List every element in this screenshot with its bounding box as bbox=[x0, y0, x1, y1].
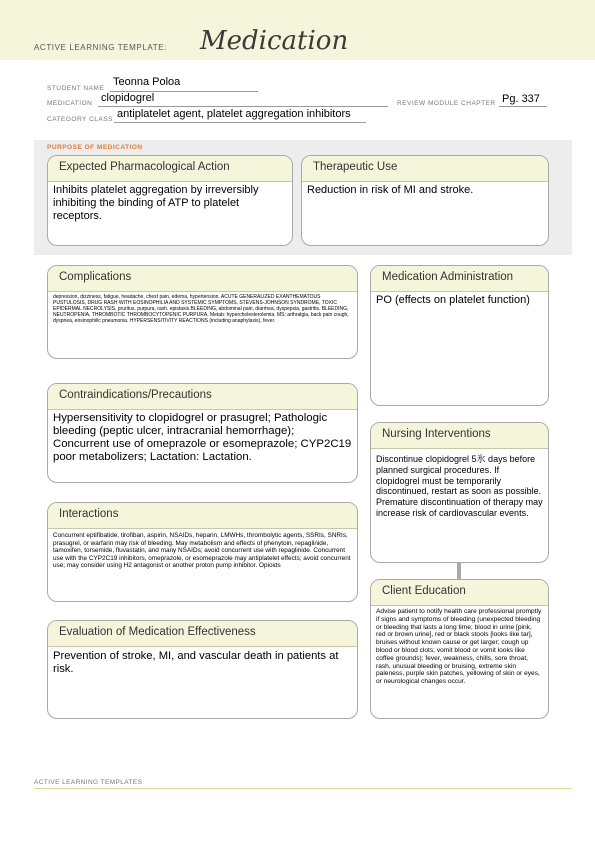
medication-administration-title: Medication Administration bbox=[371, 266, 548, 292]
expected-action-text: Inhibits platelet aggregation by irreversibly inhibiting the binding of ATP to platelet receptors. bbox=[53, 184, 259, 222]
complications-text: depression, dizziness, fatigue, headache, chest pain, edema, hypertension. ACUTE GENERALIZED EXANTHEMATOUS PUSTULOSIS, DRUG RASH WITH EOSINOPHILIA AND SYSTEMIC SYMPTOMS, STEVENS-JOHNSON SYNDROME, TOXIC EPIDERMAL NECROLYSIS, pruritus, purpura, rash. epistaxis.BLEEDING, abdominal pain, diarrhea, dyspepsia, gastritis. BLEEDING, NEUTROPENIA, THROMBOTIC THROMBOCYTOPENIC PURPURA. Metab: hypercholesterolemia. MS: arthralgia, back pain cough, dyspnea, eosinophilic pneumonia. HYPERSENSITIVITY REACTIONS (including anaphylaxis), fever. bbox=[53, 294, 349, 324]
category-class-underline bbox=[114, 122, 366, 123]
category-class-label: CATEGORY CLASS bbox=[47, 116, 113, 123]
purpose-label: PURPOSE OF MEDICATION bbox=[47, 144, 143, 151]
medication-administration-box bbox=[370, 265, 549, 406]
complications-title: Complications bbox=[48, 266, 357, 292]
therapeutic-use-title: Therapeutic Use bbox=[302, 156, 548, 182]
review-module-underline bbox=[499, 106, 547, 107]
student-name-value: Teonna Poloa bbox=[113, 76, 181, 88]
template-label: ACTIVE LEARNING TEMPLATE: bbox=[34, 43, 167, 52]
evaluation-title: Evaluation of Medication Effectiveness bbox=[48, 621, 357, 647]
interactions-text: Concurrent eptifibatide, tirofiban, aspirin, NSAIDs, heparin, LMWHs, thrombolytic agents, SSRIs, SNRIs, prasugrel, or warfarin may risk of bleeding. May metabolism and effects of phenytoin, repaglinide, tamoxifen, torsemide, fluvastatin, and many NSAIDs; avoid concurrent use with repaglinide. Concurrent use with the CYP2C19 inhibitors, omeprazole, or esomeprazole may antiplatelet effects; avoid concurrent use; may consider using H2 antagonist or another proton pump inhibitor. Opioids bbox=[53, 532, 351, 569]
expected-action-box bbox=[47, 155, 293, 246]
contraindications-text: Hypersensitivity to clopidogrel or prasugrel; Pathologic bleeding (peptic ulcer, intracranial hemorrhage); Concurrent use of omeprazole or esomeprazole; CYP2C19 poor metabolizers; Lactation: Lactation. bbox=[53, 412, 352, 463]
interactions-title: Interactions bbox=[48, 503, 357, 529]
contraindications-box bbox=[47, 383, 358, 483]
therapeutic-use-text: Reduction in risk of MI and stroke. bbox=[307, 184, 474, 196]
interactions-box bbox=[47, 502, 358, 602]
review-module-value: Pg. 337 bbox=[502, 93, 540, 105]
client-education-text: Advise patient to notify health care professional promptly if signs and symptoms of bleeding (unexpected bleeding or bleeding that lasts a long time; blood in urine [pink, red or brown urine], red or black stools [looks like tar], bruises without known cause or get larger; cough up blood or blood clots; vomit blood or vomit looks like coffee grounds); fever, weakness, chills, sore throat, rash, unusual bleeding or bruising, extreme skin paleness, purple skin patches, yellowing of skin or eyes, or neurological changes occur. bbox=[376, 608, 542, 686]
footer-line bbox=[34, 788, 572, 789]
medication-underline bbox=[98, 106, 388, 107]
nursing-interventions-title: Nursing Interventions bbox=[371, 423, 548, 449]
nursing-interventions-box bbox=[370, 422, 549, 563]
medication-label: MEDICATION bbox=[47, 100, 93, 107]
review-module-label: REVIEW MODULE CHAPTER bbox=[397, 100, 496, 107]
evaluation-box bbox=[47, 620, 358, 719]
expected-action-title: Expected Pharmacological Action bbox=[48, 156, 292, 182]
client-education-box bbox=[370, 579, 549, 719]
footer-text: ACTIVE LEARNING TEMPLATES bbox=[34, 779, 143, 786]
client-education-title: Client Education bbox=[371, 580, 548, 606]
connector-line bbox=[457, 563, 461, 579]
contraindications-title: Contraindications/Precautions bbox=[48, 384, 357, 410]
complications-box bbox=[47, 265, 358, 359]
student-name-label: STUDENT NAME bbox=[47, 85, 105, 92]
category-class-value: antiplatelet agent, platelet aggregation inhibitors bbox=[117, 108, 351, 120]
page-title: Medication bbox=[200, 26, 349, 56]
evaluation-text: Prevention of stroke, MI, and vascular death in patients at risk. bbox=[53, 650, 339, 675]
medication-administration-text: PO (effects on platelet function) bbox=[376, 294, 530, 306]
nursing-interventions-text: Discontinue clopidogrel 5氷 days before planned surgical procedures. If clopidogrel must be temporarily discontinued, restart as soon as possible. Premature discontinuation of therapy may increase risk of cardiovascular events. bbox=[376, 454, 543, 518]
therapeutic-use-box bbox=[301, 155, 549, 246]
medication-value: clopidogrel bbox=[101, 92, 155, 104]
